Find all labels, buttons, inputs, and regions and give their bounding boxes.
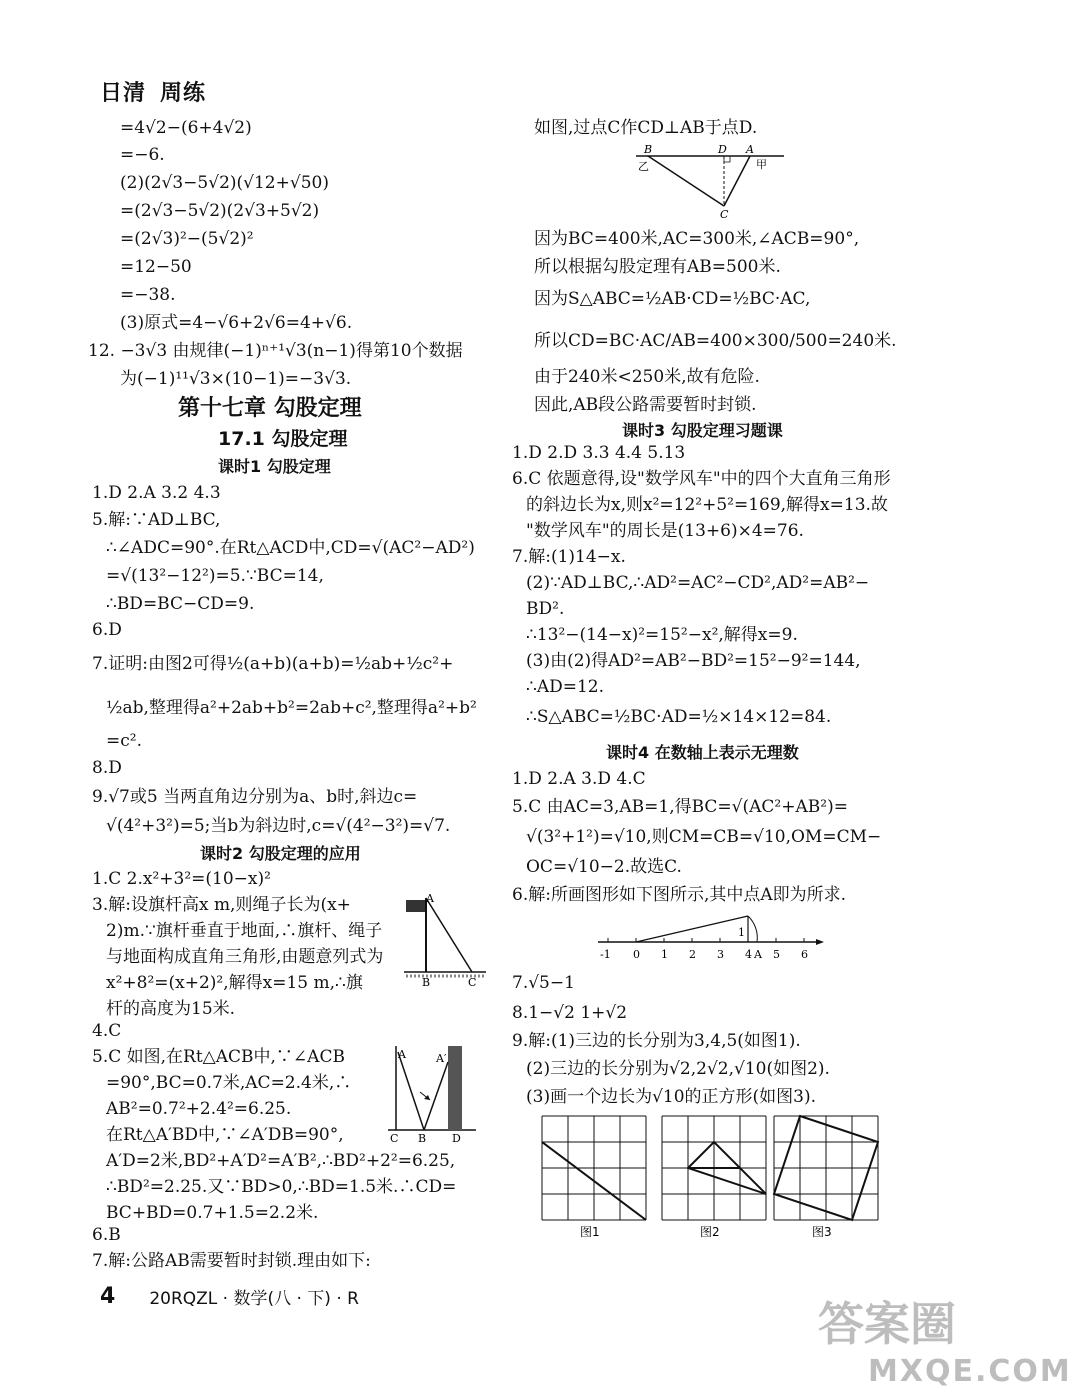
label-a: A bbox=[426, 892, 434, 905]
lesson-title: 课时1 勾股定理 bbox=[218, 457, 331, 476]
text-line: 的斜边长为x,则x²=12²+5²=169,解得x=13.故 bbox=[526, 495, 888, 515]
watermark-logo bbox=[818, 1297, 1072, 1396]
text-line: 8.D bbox=[92, 758, 122, 778]
text-line: (2)(2√3−5√2)(√12+√50) bbox=[120, 173, 329, 193]
text-line: "数学风车"的周长是(13+6)×4=76. bbox=[526, 521, 804, 541]
text-line: =(2√3)²−(5√2)² bbox=[120, 229, 254, 249]
header-title: 日清 bbox=[100, 81, 147, 106]
label-b: B bbox=[422, 976, 431, 989]
text-line: 因为S△ABC=½AB·CD=½BC·AC, bbox=[534, 289, 811, 309]
text-line: (2)∵AD⊥BC,∴AD²=AC²−CD²,AD²=AB²− bbox=[526, 573, 870, 593]
label-c: C bbox=[720, 208, 729, 221]
text-line: 5.C 如图,在Rt△ACB中,∵∠ACB bbox=[92, 1047, 345, 1067]
text-line: 5.C 由AC=3,AB=1,得BC=√(AC²+AB²)= bbox=[512, 797, 848, 817]
text-line: ∴13²−(14−x)²=15²−x²,解得x=9. bbox=[526, 625, 798, 645]
text-line: 在Rt△A′BD中,∵∠A′DB=90°, bbox=[106, 1125, 344, 1145]
text-line: 2)m.∵旗杆垂直于地面,∴旗杆、绳子 bbox=[106, 921, 383, 941]
text-line: 如图,过点C作CD⊥AB于点D. bbox=[534, 118, 758, 138]
lesson-title: 课时2 勾股定理的应用 bbox=[200, 844, 361, 863]
text-line: ∴AD=12. bbox=[526, 677, 605, 697]
label-yi: 乙 bbox=[638, 160, 649, 173]
figure-caption: 图3 bbox=[812, 1225, 832, 1239]
ladder-figure bbox=[384, 1044, 480, 1144]
text-line: AB²=0.7²+2.4²=6.25. bbox=[106, 1099, 292, 1119]
number-line-figure bbox=[594, 914, 826, 964]
page-number: 4 bbox=[100, 1284, 116, 1309]
text-line: x²+8²=(x+2)²,解得x=15 m,∴旗 bbox=[106, 973, 363, 993]
text-line: (3)由(2)得AD²=AB²−BD²=15²−9²=144, bbox=[526, 651, 861, 671]
text-line: 7.解:(1)14−x. bbox=[512, 547, 626, 567]
label-c: C bbox=[390, 1132, 399, 1145]
text-line: 7.√5−1 bbox=[512, 973, 575, 993]
text-line: 3.解:设旗杆高x m,则绳子长为(x+ bbox=[92, 895, 351, 915]
label-d: D bbox=[718, 143, 727, 156]
label-jia: 甲 bbox=[756, 158, 767, 171]
text-line: OC=√10−2.故选C. bbox=[526, 857, 682, 877]
text-line: 4.C bbox=[92, 1021, 122, 1041]
text-line: ∴S△ABC=½BC·AD=½×14×12=84. bbox=[526, 707, 832, 727]
text-line: 1.D 2.A 3.D 4.C bbox=[512, 769, 646, 789]
grid-figure-3 bbox=[772, 1112, 882, 1240]
text-line: 6.B bbox=[92, 1225, 121, 1245]
text-line: 6.D bbox=[92, 620, 122, 640]
tick-label: 3 bbox=[717, 948, 724, 961]
segment-label: 1 bbox=[738, 926, 745, 939]
text-line: 所以根据勾股定理有AB=500米. bbox=[534, 257, 781, 277]
text-line: =−38. bbox=[120, 285, 176, 305]
tick-label: -1 bbox=[600, 948, 611, 961]
page-footer bbox=[100, 1284, 359, 1309]
text-line: ½ab,整理得a²+2ab+b²=2ab+c²,整理得a²+b² bbox=[106, 698, 477, 718]
text-line: 杆的高度为15米. bbox=[106, 999, 236, 1019]
text-line: =c². bbox=[106, 731, 142, 751]
text-line: 12. −3√3 由规律(−1)ⁿ⁺¹√3(n−1)得第10个数据 bbox=[88, 341, 463, 361]
text-line: ∴BD=BC−CD=9. bbox=[106, 594, 255, 614]
label-a-prime: A′ bbox=[436, 1052, 447, 1065]
text-line: 1.D 2.A 3.2 4.3 bbox=[92, 483, 221, 503]
text-line: 所以CD=BC·AC/AB=400×300/500=240米. bbox=[534, 331, 897, 351]
watermark-text: 答案圈 bbox=[818, 1297, 956, 1351]
grid-figure-2 bbox=[660, 1112, 770, 1240]
text-line: (2)三边的长分别为√2,2√2,√10(如图2). bbox=[526, 1059, 830, 1079]
grid-figure-1 bbox=[540, 1112, 650, 1240]
text-line: 9.解:(1)三边的长分别为3,4,5(如图1). bbox=[512, 1031, 801, 1051]
label-b: B bbox=[644, 143, 653, 156]
label-d: D bbox=[452, 1132, 461, 1145]
text-line: BD². bbox=[526, 599, 565, 619]
page-header bbox=[100, 76, 206, 107]
text-line: 8.1−√2 1+√2 bbox=[512, 1003, 628, 1023]
text-line: 6.解:所画图形如下图所示,其中点A即为所求. bbox=[512, 885, 847, 905]
text-line: √(4²+3²)=5;当b为斜边时,c=√(4²−3²)=√7. bbox=[106, 816, 451, 836]
tick-label: 2 bbox=[689, 948, 696, 961]
text-line: =(2√3−5√2)(2√3+5√2) bbox=[120, 201, 320, 221]
text-line: (3)原式=4−√6+2√6=4+√6. bbox=[120, 313, 353, 333]
tick-label: A bbox=[754, 948, 762, 961]
text-line: =−6. bbox=[120, 145, 165, 165]
label-a: A bbox=[746, 143, 754, 156]
header-subtitle: 周练 bbox=[160, 81, 207, 106]
label-b: B bbox=[418, 1132, 427, 1145]
tick-label: 5 bbox=[773, 948, 780, 961]
text-line: =12−50 bbox=[120, 257, 192, 277]
text-line: 因为BC=400米,AC=300米,∠ACB=90°, bbox=[534, 229, 860, 249]
text-line: ∴∠ADC=90°.在Rt△ACD中,CD=√(AC²−AD²) bbox=[106, 538, 475, 558]
text-line: 为(−1)¹¹√3×(10−1)=−3√3. bbox=[120, 369, 352, 389]
text-line: =4√2−(6+4√2) bbox=[120, 118, 252, 138]
text-line: ∴BD²=2.25.又∵BD>0,∴BD=1.5米.∴CD= bbox=[106, 1177, 457, 1197]
tick-label: 0 bbox=[633, 948, 640, 961]
text-line: BC+BD=0.7+1.5=2.2米. bbox=[106, 1203, 319, 1223]
label-c: C bbox=[468, 976, 477, 989]
text-line: 7.证明:由图2可得½(a+b)(a+b)=½ab+½c²+ bbox=[92, 654, 454, 674]
text-line: =√(13²−12²)=5.∵BC=14, bbox=[106, 566, 324, 586]
text-line: (3)画一个边长为√10的正方形(如图3). bbox=[526, 1087, 817, 1107]
text-line: 与地面构成直角三角形,由题意列式为 bbox=[106, 947, 384, 967]
road-triangle-figure bbox=[632, 142, 792, 222]
text-line: 7.解:公路AB需要暂时封锁.理由如下: bbox=[92, 1251, 371, 1271]
flagpole-figure bbox=[400, 892, 490, 988]
text-line: 1.D 2.D 3.3 4.4 5.13 bbox=[512, 443, 686, 463]
text-line: √(3²+1²)=√10,则CM=CB=√10,OM=CM− bbox=[526, 827, 882, 847]
text-line: 由于240米<250米,故有危险. bbox=[534, 367, 760, 387]
figure-caption: 图1 bbox=[580, 1225, 600, 1239]
lesson-title: 课时4 在数轴上表示无理数 bbox=[606, 743, 799, 762]
book-code: 20RQZL · 数学(八 · 下) · R bbox=[149, 1289, 359, 1309]
text-line: 1.C 2.x²+3²=(10−x)² bbox=[92, 869, 271, 889]
section-title: 17.1 勾股定理 bbox=[218, 428, 348, 450]
text-line: A′D=2米,BD²+A′D²=A′B²,∴BD²+2²=6.25, bbox=[106, 1151, 456, 1171]
label-a: A bbox=[398, 1048, 406, 1061]
text-line: 6.C 依题意得,设"数学风车"中的四个大直角三角形 bbox=[512, 469, 891, 489]
lesson-title: 课时3 勾股定理习题课 bbox=[622, 421, 783, 440]
chapter-title: 第十七章 勾股定理 bbox=[178, 396, 362, 421]
text-line: 9.√7或5 当两直角边分别为a、b时,斜边c= bbox=[92, 787, 418, 807]
tick-label: 6 bbox=[801, 948, 808, 961]
figure-caption: 图2 bbox=[700, 1225, 720, 1239]
text-line: =90°,BC=0.7米,AC=2.4米,∴ bbox=[106, 1073, 352, 1093]
tick-label: 1 bbox=[661, 948, 668, 961]
text-line: 5.解:∵AD⊥BC, bbox=[92, 510, 221, 530]
text-line: 因此,AB段公路需要暂时封锁. bbox=[534, 395, 757, 415]
watermark-domain: MXQE.COM bbox=[868, 1354, 1072, 1389]
tick-label: 4 bbox=[745, 948, 752, 961]
